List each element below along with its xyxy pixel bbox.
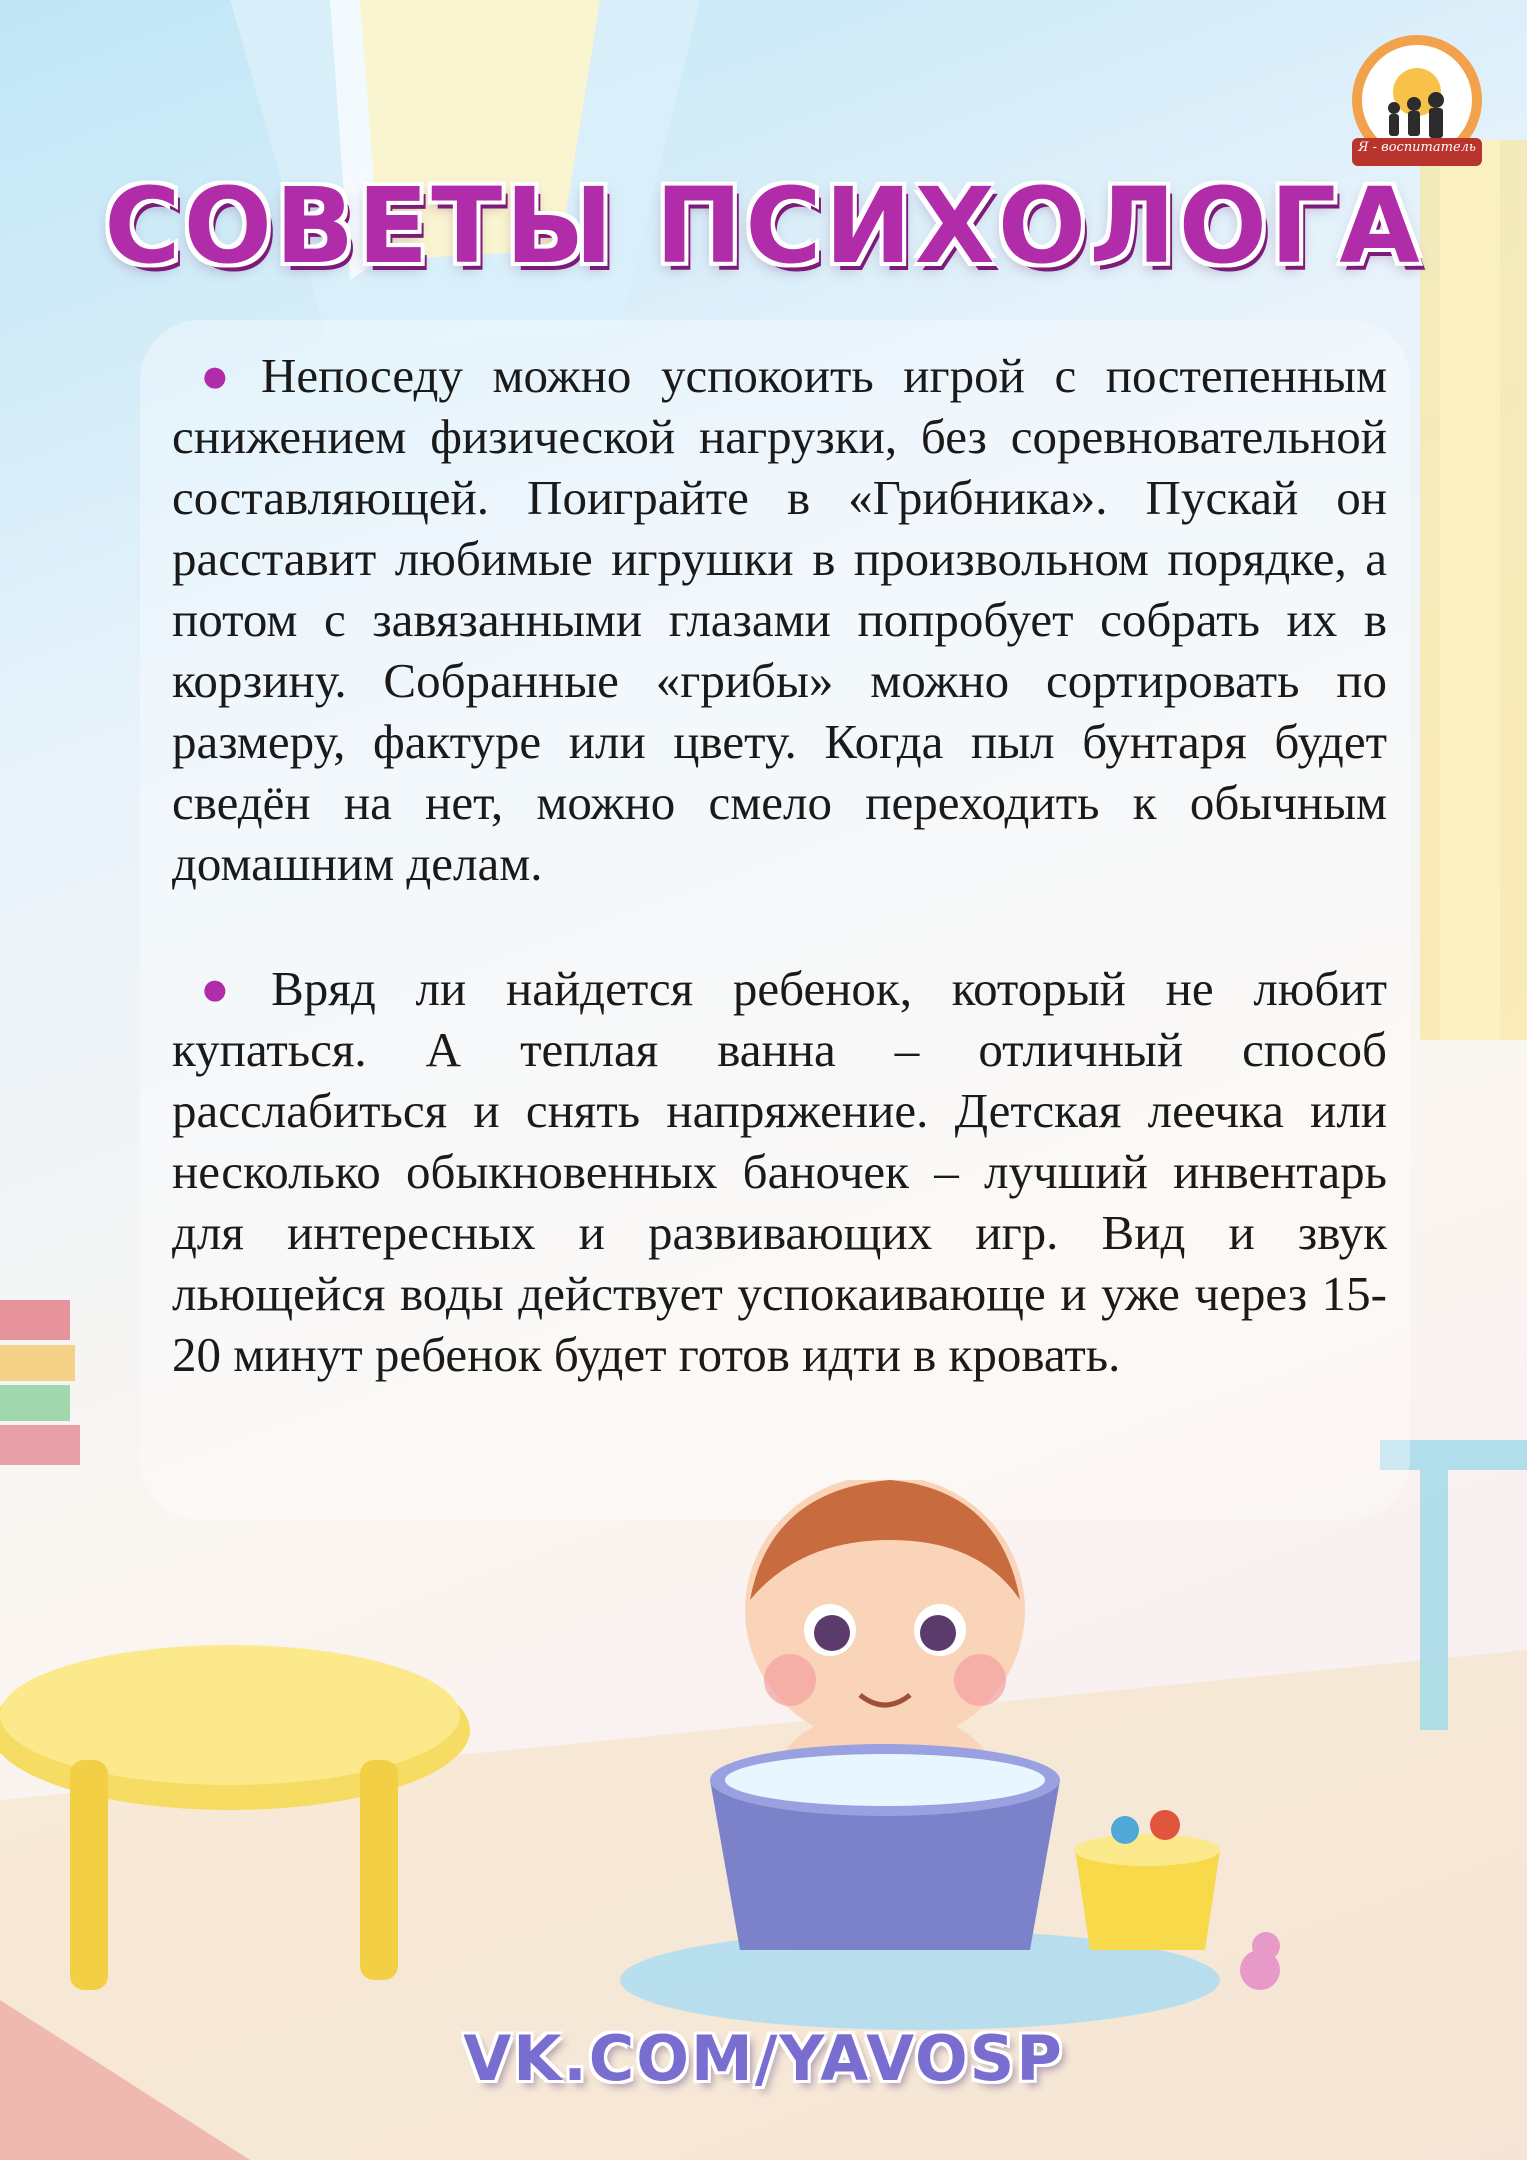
- advice-paragraph-1: [172, 345, 1387, 894]
- footer-url: VK.COM/YAVOSP: [463, 2022, 1064, 2095]
- logo-caption: Я - воспитатель: [1357, 140, 1477, 155]
- advice-content: [172, 345, 1387, 1449]
- paragraph-text: Непоседу можно успокоить игрой с постепенным снижением физической нагрузки, без соревновательной составляющей. Поиграйте в «Грибника». Пускай он расставит любимые игрушки в произвольном порядке, а потом с завязанными глазами попробует собрать их в корзину. Собранные «грибы» можно сортировать по размеру, фактуре или цвету. Когда пыл бунтаря будет сведён на нет, можно смело переходить к обычным домашним делам.: [172, 348, 1387, 891]
- bullet-icon: ●: [200, 961, 258, 1016]
- paragraph-text: Вряд ли найдется ребенок, который не любит купаться. А теплая ванна – отличный способ расслабиться и снять напряжение. Детская леечка или несколько обыкновенных баночек – лучший инвентарь для интересных и развивающих игр. Вид и звук льющейся воды действует успокаивающе и уже через 15-20 минут ребенок будет готов идти в кровать.: [172, 961, 1387, 1382]
- advice-paragraph-2: [172, 958, 1387, 1385]
- brand-logo-icon: [1332, 30, 1502, 180]
- bullet-icon: ●: [200, 348, 247, 403]
- baby-bath-illustration: [620, 1480, 1340, 2040]
- page-title: СОВЕТЫ ПСИХОЛОГА: [104, 165, 1423, 287]
